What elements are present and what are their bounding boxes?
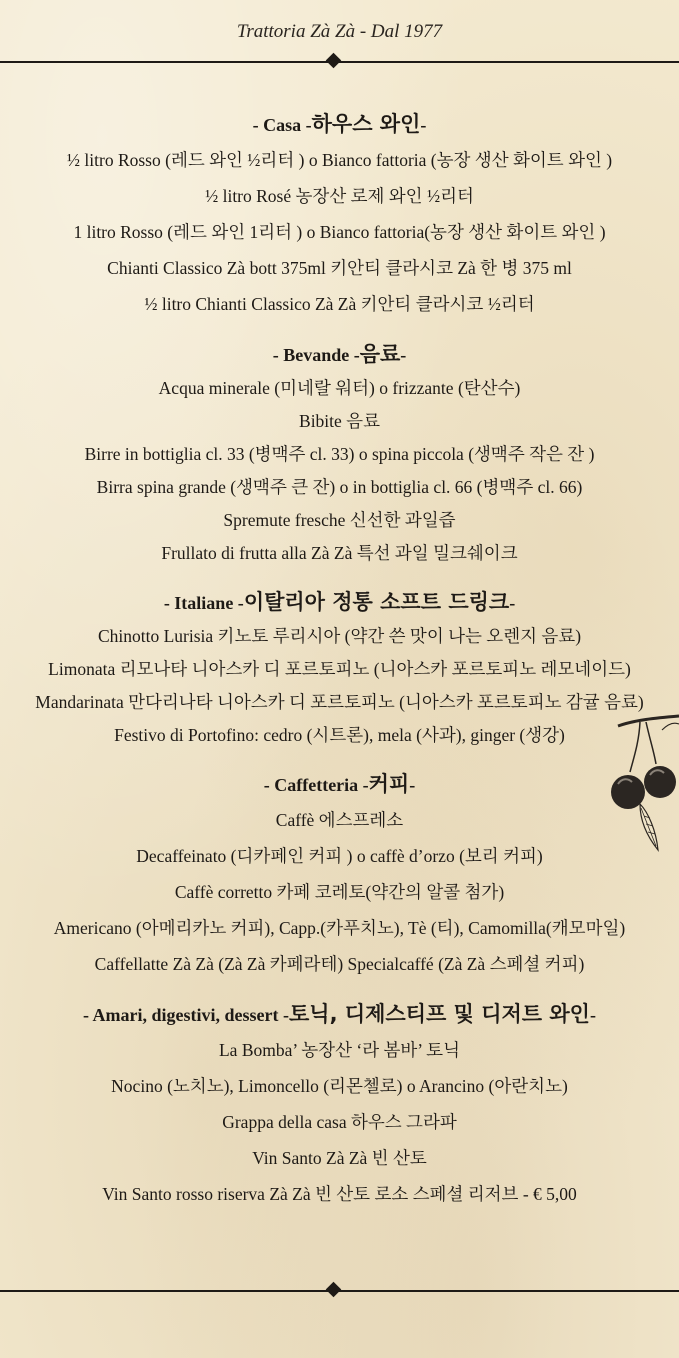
- section-title-italian: - Caffetteria -: [263, 775, 369, 795]
- menu-item: Birre in bottiglia cl. 33 (병맥주 cl. 33) o spina piccola (생맥주 작은 잔 ): [84, 444, 595, 464]
- section-title-korean: 토닉, 디제스티프 및 디저트 와인: [289, 1002, 590, 1026]
- bottom-divider: [0, 1283, 679, 1299]
- section-title-amari: [0, 996, 679, 1032]
- section-title-korean: 음료: [359, 342, 401, 366]
- menu-item: Caffellatte Zà Zà (Zà Zà 카페라테) Specialcaffé (Zà Zà 스페셜 커피): [94, 954, 585, 974]
- page-header-title: Trattoria Zà Zà - Dal 1977: [236, 21, 443, 42]
- section-title-italian: - Bevande -: [272, 345, 360, 365]
- menu-item: Vin Santo Zà Zà 빈 산토: [252, 1148, 427, 1168]
- menu-item: Caffè 에스프레소: [275, 810, 404, 830]
- menu-item: Americano (아메리카노 커피), Capp.(카푸치노), Tè (티), Camomilla(캐모마일): [53, 918, 626, 938]
- menu-item: Decaffeinato (디카페인 커피 ) o caffè d’orzo (보리 커피): [136, 846, 543, 866]
- section-title-italian: - Amari, digestivi, dessert -: [83, 1005, 289, 1025]
- menu-item: Limonata 리모나타 니아스카 디 포르토피노 (니아스카 포르토피노 레모네이드): [48, 659, 631, 679]
- menu-item: Bibite 음료: [299, 411, 380, 431]
- menu-item: Frullato di frutta alla Zà Zà 특선 과일 밀크쉐이크: [161, 543, 518, 563]
- section-title-bevande: [0, 336, 679, 372]
- top-divider: [0, 54, 679, 70]
- menu-item: Acqua minerale (미네랄 워터) o frizzante (탄산수): [158, 378, 521, 398]
- menu-item: Spremute fresche 신선한 과일즙: [223, 510, 456, 530]
- section-title-italiane: [0, 584, 679, 620]
- menu-item: Chianti Classico Zà bott 375ml 키안티 클라시코 Zà 한 병 375 ml: [107, 258, 572, 278]
- menu-item: ½ litro Rosé 농장산 로제 와인 ½리터: [205, 186, 474, 206]
- section-title-italian: - Casa -: [252, 115, 312, 135]
- menu-item: La Bomba’ 농장산 ‘라 봄바’ 토닉: [218, 1040, 460, 1060]
- menu-item: ½ litro Chianti Classico Zà Zà 키안티 클라시코 ½리터: [144, 294, 535, 314]
- section-title-korean: 하우스 와인: [311, 112, 421, 136]
- section-title-end: -: [509, 593, 516, 613]
- menu-item: Festivo di Portofino: cedro (시트론), mela (사과), ginger (생강): [114, 725, 565, 745]
- menu-item: ½ litro Rosso (레드 와인 ½리터 ) o Bianco fattoria (농장 생산 화이트 와인 ): [66, 150, 613, 170]
- diamond-ornament-icon: [326, 53, 342, 69]
- section-title-end: -: [409, 775, 416, 795]
- section-title-end: -: [589, 1005, 596, 1025]
- menu-item: Grappa della casa 하우스 그라파: [222, 1112, 457, 1132]
- drinks-menu: [0, 106, 679, 1212]
- menu-item: Birra spina grande (생맥주 큰 잔) o in bottiglia cl. 66 (병맥주 cl. 66): [96, 477, 583, 497]
- diamond-ornament-icon: [326, 1282, 342, 1298]
- section-title-caffetteria: [0, 766, 679, 802]
- section-title-korean: 이탈리아 정통 소프트 드링크: [243, 590, 510, 614]
- section-title-korean: 커피: [368, 772, 410, 796]
- section-title-end: -: [400, 345, 407, 365]
- section-title-casa: [0, 106, 679, 142]
- menu-item: Chinotto Lurisia 키노토 루리시아 (약간 쓴 맛이 나는 오렌지 음료): [97, 626, 582, 646]
- cherry-branch-icon: [610, 712, 679, 852]
- menu-item: Caffè corretto 카페 코레토(약간의 알콜 첨가): [174, 882, 505, 902]
- section-title-end: -: [420, 115, 427, 135]
- menu-item: Vin Santo rosso riserva Zà Zà 빈 산토 로소 스페셜 리저브 - € 5,00: [102, 1184, 577, 1204]
- menu-item: 1 litro Rosso (레드 와인 1리터 ) o Bianco fattoria(농장 생산 화이트 와인 ): [73, 222, 606, 242]
- section-title-italian: - Italiane -: [163, 593, 244, 613]
- menu-item: Mandarinata 만다리나타 니아스카 디 포르토피노 (니아스카 포르토피노 감귤 음료): [35, 692, 644, 712]
- menu-item: Nocino (노치노), Limoncello (리몬첼로) o Arancino (아란치노): [111, 1076, 568, 1096]
